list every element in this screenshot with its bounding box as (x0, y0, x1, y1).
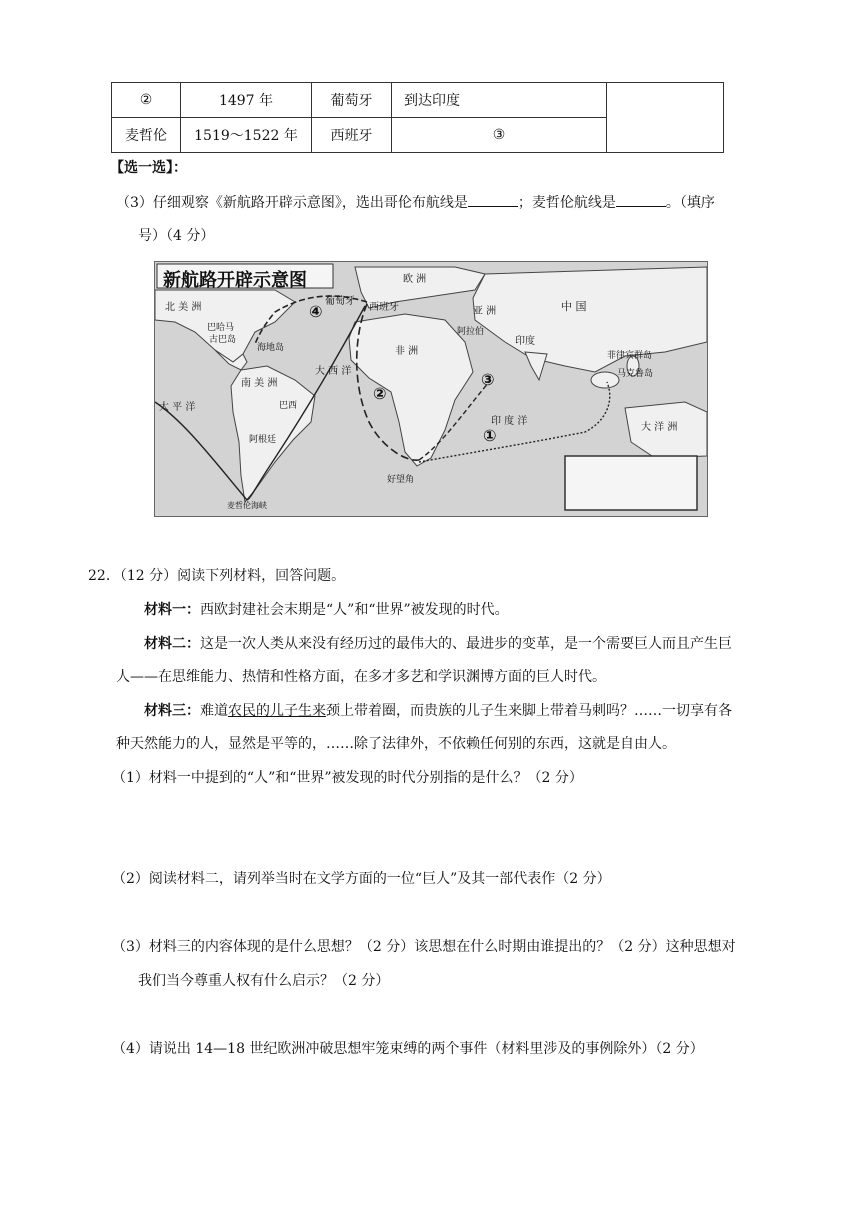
map-label-africa: 非 洲 (395, 346, 419, 357)
map-label-philippines: 菲律宾群岛 (607, 351, 653, 361)
map-label-bahamas: 巴哈马 (207, 323, 235, 333)
table-cell-date: 1519～1522 年 (181, 118, 312, 153)
table-cell-date: 1497 年 (181, 83, 312, 118)
map-graphic (155, 262, 707, 516)
magellan-answer-blank[interactable] (616, 192, 666, 207)
sub-question-1: （1）材料一中提到的“人”和“世界”被发现的时代分别指的是什么？（2 分） (112, 770, 583, 786)
table-cell-result: ③ (392, 118, 607, 153)
q3-text-b: ；麦哲伦航线是 (517, 195, 616, 211)
material-1 (144, 599, 509, 621)
table-cell-name: ② (112, 83, 181, 118)
q3-text-c: 。（填序 (665, 195, 715, 211)
material-3-text-b: 颈上带着圈，而贵族的儿子生来脚上带着马刺吗？……一切享有各 (326, 703, 732, 719)
material-3-line2: 种天然能力的人，显然是平等的，……除了法律外，不依赖任何别的东西，这就是自由人。 (116, 736, 676, 752)
map-label-south-america: 南 美 洲 (241, 378, 278, 389)
route-marker-3: ③ (481, 370, 495, 389)
map-label-north-america: 北 美 洲 (165, 302, 202, 313)
map-label-arabia: 阿拉伯 (457, 327, 485, 337)
map-label-cuba: 古巴岛 (209, 335, 237, 345)
sub-question-4: （4）请说出 14—18 世纪欧洲冲破思想牢笼束缚的两个事件（材料里涉及的事例除外）（2 分） (112, 1041, 704, 1057)
material-1-label: 材料一： (144, 602, 200, 618)
map-label-haiti: 海地岛 (257, 343, 285, 353)
sub-question-3-line2: 我们当今尊重人权有什么启示？（2 分） (138, 973, 390, 989)
map-label-asia: 亚 洲 (473, 306, 497, 317)
section-header: 【选一选】： (110, 160, 187, 176)
map-label-india: 印度 (515, 336, 535, 347)
map-label-spain: 西班牙 (369, 302, 399, 313)
table-row (112, 83, 724, 118)
route-marker-1: ① (483, 426, 497, 445)
route-marker-4: ④ (309, 302, 323, 321)
map-label-cape: 好望角 (387, 475, 415, 485)
map-title: 新航路开辟示意图 (163, 270, 307, 291)
map-label-magellan-strait: 麦哲伦海峡 (227, 501, 267, 510)
material-2-label: 材料二： (144, 636, 200, 652)
sub-question-2: （2）阅读材料二，请列举当时在文学方面的一位“巨人”及其一部代表作（2 分） (112, 871, 611, 887)
map-label-pacific: 太 平 洋 (159, 402, 196, 413)
table-cell-result: 到达印度 (392, 83, 607, 118)
new-routes-map (154, 261, 708, 517)
question-3-line1 (116, 192, 715, 214)
material-3-label: 材料三： (144, 703, 200, 719)
map-label-atlantic: 大 西 洋 (315, 366, 352, 377)
map-label-argentina: 阿根廷 (249, 435, 277, 445)
material-2-line2: 人——在思维能力、热情和性格方面，在多才多艺和学识渊博方面的巨人时代。 (116, 669, 606, 685)
question-22-header: 22．（12 分）阅读下列材料，回答问题。 (88, 568, 346, 584)
material-3-text-a: 难道 (200, 703, 228, 719)
material-2-line1 (144, 633, 732, 655)
voyage-table (111, 82, 724, 153)
table-cell-name: 麦哲伦 (112, 118, 181, 153)
map-label-brazil: 巴西 (279, 401, 298, 411)
route-marker-2: ② (373, 384, 387, 403)
map-label-portugal: 葡萄牙 (325, 296, 355, 307)
table-cell-country: 葡萄牙 (312, 83, 392, 118)
map-label-indian-ocean: 印 度 洋 (491, 416, 528, 427)
map-label-europe: 欧 洲 (403, 274, 427, 285)
sub-question-3-line1: （3）材料三的内容体现的是什么思想？（2 分）该思想在什么时期由谁提出的？（2 分）这种思想对 (112, 939, 736, 955)
material-3-underlined: 农民的儿子生来 (228, 703, 326, 719)
map-label-china: 中 国 (561, 300, 587, 313)
material-2-text1: 这是一次人类从来没有经历过的最伟大的、最进步的变革，是一个需要巨人而且产生巨 (200, 636, 732, 652)
map-label-oceania: 大 洋 洲 (641, 422, 678, 433)
material-1-text: 西欧封建社会末期是“人”和“世界”被发现的时代。 (200, 602, 509, 618)
table-cell-country: 西班牙 (312, 118, 392, 153)
columbus-answer-blank[interactable] (468, 192, 518, 207)
map-label-moluccas: 马克鲁岛 (617, 369, 654, 379)
material-3-line1 (144, 700, 732, 722)
question-3-line2: 号）（4 分） (138, 228, 215, 244)
q3-text-a: （3）仔细观察《新航路开辟示意图》，选出哥伦布航线是 (116, 195, 468, 211)
table-cell-empty (607, 83, 724, 153)
